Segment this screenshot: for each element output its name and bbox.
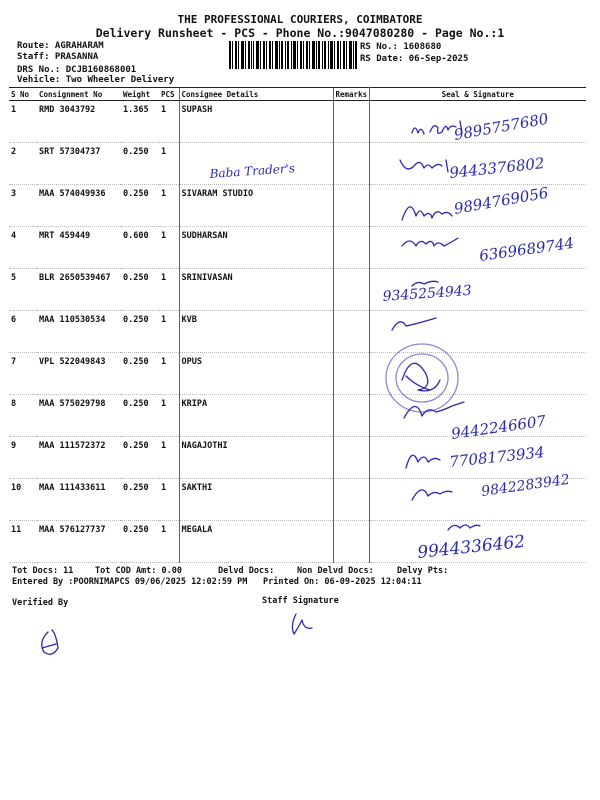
delvy-pts: Delvy Pts: [397,566,449,576]
cell-consignment: MAA 111572372 [37,437,121,479]
cell-signature [369,479,586,521]
cell-remarks [333,311,369,353]
col-weight: Weight [121,88,159,101]
cell-sno: 6 [9,311,37,353]
cell-pcs: 1 [159,395,179,437]
drs-number: DRS No.: DCJB160868001 [17,65,137,75]
table-row [9,311,586,353]
col-remarks: Remarks [333,88,369,101]
table-row [9,395,586,437]
cell-consignee: SUDHARSAN [179,227,333,269]
tot-cod-amt: Tot COD Amt: 0.00 [95,566,182,576]
cell-signature [369,269,586,311]
cell-consignee: SRINIVASAN [179,269,333,311]
cell-pcs: 1 [159,521,179,563]
cell-signature [369,143,586,185]
cell-signature [369,353,586,395]
cell-weight: 0.250 [121,269,159,311]
cell-signature [369,521,586,563]
cell-sno: 8 [9,395,37,437]
cell-consignment: MAA 111433611 [37,479,121,521]
printed-on: Printed On: 06-09-2025 12:04:11 [263,577,422,587]
cell-weight: 0.250 [121,311,159,353]
cell-consignment: BLR 2650539467 [37,269,121,311]
phone-2: 9443376802 [448,154,546,182]
rs-date: RS Date: 06-Sep-2025 [360,54,469,64]
cell-consignment: MAA 574049936 [37,185,121,227]
cell-remarks [333,101,369,143]
cell-weight: 0.250 [121,143,159,185]
table-row [9,521,586,563]
cell-sno: 5 [9,269,37,311]
cell-weight: 0.250 [121,479,159,521]
phone-1: 9895757680 [452,109,550,144]
cell-pcs: 1 [159,143,179,185]
table-row [9,353,586,395]
table-header-row [9,88,586,101]
cell-consignee: KRIPA [179,395,333,437]
runsheet-subtitle: Delivery Runsheet - PCS - Phone No.:9047080280 - Page No.:1 [95,26,505,40]
cell-sno: 7 [9,353,37,395]
cell-pcs: 1 [159,479,179,521]
phone-4: 6369689744 [478,233,576,265]
handwritten-consignee: Baba Trader's [209,161,296,181]
verified-by-signature [42,630,58,654]
cell-pcs: 1 [159,311,179,353]
cell-pcs: 1 [159,101,179,143]
vehicle-label: Vehicle: Two Wheeler Delivery [17,75,175,85]
col-seal-signature: Seal & Signature [369,88,586,101]
cell-consignee: SUPASH [179,101,333,143]
verified-by-label: Verified By [12,598,69,608]
cell-signature [369,185,586,227]
cell-consignee: MEGALA [179,521,333,563]
cell-pcs: 1 [159,269,179,311]
cell-consignment: RMD 3043792 [37,101,121,143]
cell-signature [369,227,586,269]
cell-pcs: 1 [159,185,179,227]
delvd-docs: Delvd Docs: [218,566,275,576]
table-row [9,143,586,185]
company-title: THE PROFESSIONAL COURIERS, COIMBATORE [177,13,423,26]
cell-weight: 0.600 [121,227,159,269]
col-consignment: Consignment No [37,88,121,101]
cell-signature [369,101,586,143]
col-pcs: PCS [159,88,179,101]
staff-signature-mark [292,614,312,634]
cell-remarks [333,143,369,185]
cell-sno: 4 [9,227,37,269]
cell-consignee [179,143,333,185]
cell-pcs: 1 [159,437,179,479]
cell-sno: 1 [9,101,37,143]
cell-remarks [333,521,369,563]
cell-remarks [333,227,369,269]
staff-label: Staff: PRASANNA [17,52,99,62]
cell-remarks [333,269,369,311]
cell-remarks [333,479,369,521]
cell-consignment: MAA 575029798 [37,395,121,437]
phone-11: 9944336462 [416,531,527,563]
cell-pcs: 1 [159,353,179,395]
cell-signature [369,395,586,437]
table-row [9,227,586,269]
cell-sno: 3 [9,185,37,227]
cell-consignee: NAGAJOTHI [179,437,333,479]
barcode-image [229,41,357,69]
cell-consignment: SRT 57304737 [37,143,121,185]
cell-weight: 0.250 [121,437,159,479]
col-consignee: Consignee Details [179,88,333,101]
non-delvd-docs: Non Delvd Docs: [297,566,374,576]
cell-weight: 0.250 [121,521,159,563]
tot-docs: Tot Docs: 11 [12,566,74,576]
table-row [9,269,586,311]
cell-pcs: 1 [159,227,179,269]
cell-consignee: SAKTHI [179,479,333,521]
cell-weight: 1.365 [121,101,159,143]
table-row [9,185,586,227]
entered-by: Entered By :POORNIMAPCS 09/06/2025 12:02:59 PM [12,577,248,587]
phone-9: 7708173934 [448,443,546,471]
cell-consignee: SIVARAM STUDIO [179,185,333,227]
cell-consignee: KVB [179,311,333,353]
table-row [9,437,586,479]
rs-number: RS No.: 1608680 [360,42,442,52]
cell-remarks [333,185,369,227]
cell-consignment: MAA 576127737 [37,521,121,563]
cell-sno: 10 [9,479,37,521]
cell-sno: 9 [9,437,37,479]
phone-5: 9345254943 [382,282,473,305]
cell-sno: 2 [9,143,37,185]
cell-remarks [333,353,369,395]
cell-remarks [333,437,369,479]
table-row [9,101,586,143]
col-sno: S No [9,88,37,101]
cell-consignment: MAA 110530534 [37,311,121,353]
phone-8: 9442246607 [450,411,548,443]
phone-10: 9842283942 [480,471,571,500]
cell-weight: 0.250 [121,185,159,227]
cell-weight: 0.250 [121,353,159,395]
cell-weight: 0.250 [121,395,159,437]
staff-signature-label: Staff Signature [262,596,339,606]
cell-sno: 11 [9,521,37,563]
cell-consignee: OPUS [179,353,333,395]
table-row [9,479,586,521]
route-label: Route: AGRAHARAM [17,41,104,51]
cell-signature [369,311,586,353]
cell-consignment: VPL 522049843 [37,353,121,395]
cell-remarks [333,395,369,437]
phone-3: 9894769056 [452,183,550,218]
cell-signature [369,437,586,479]
cell-consignment: MRT 459449 [37,227,121,269]
runsheet-table [9,87,586,563]
